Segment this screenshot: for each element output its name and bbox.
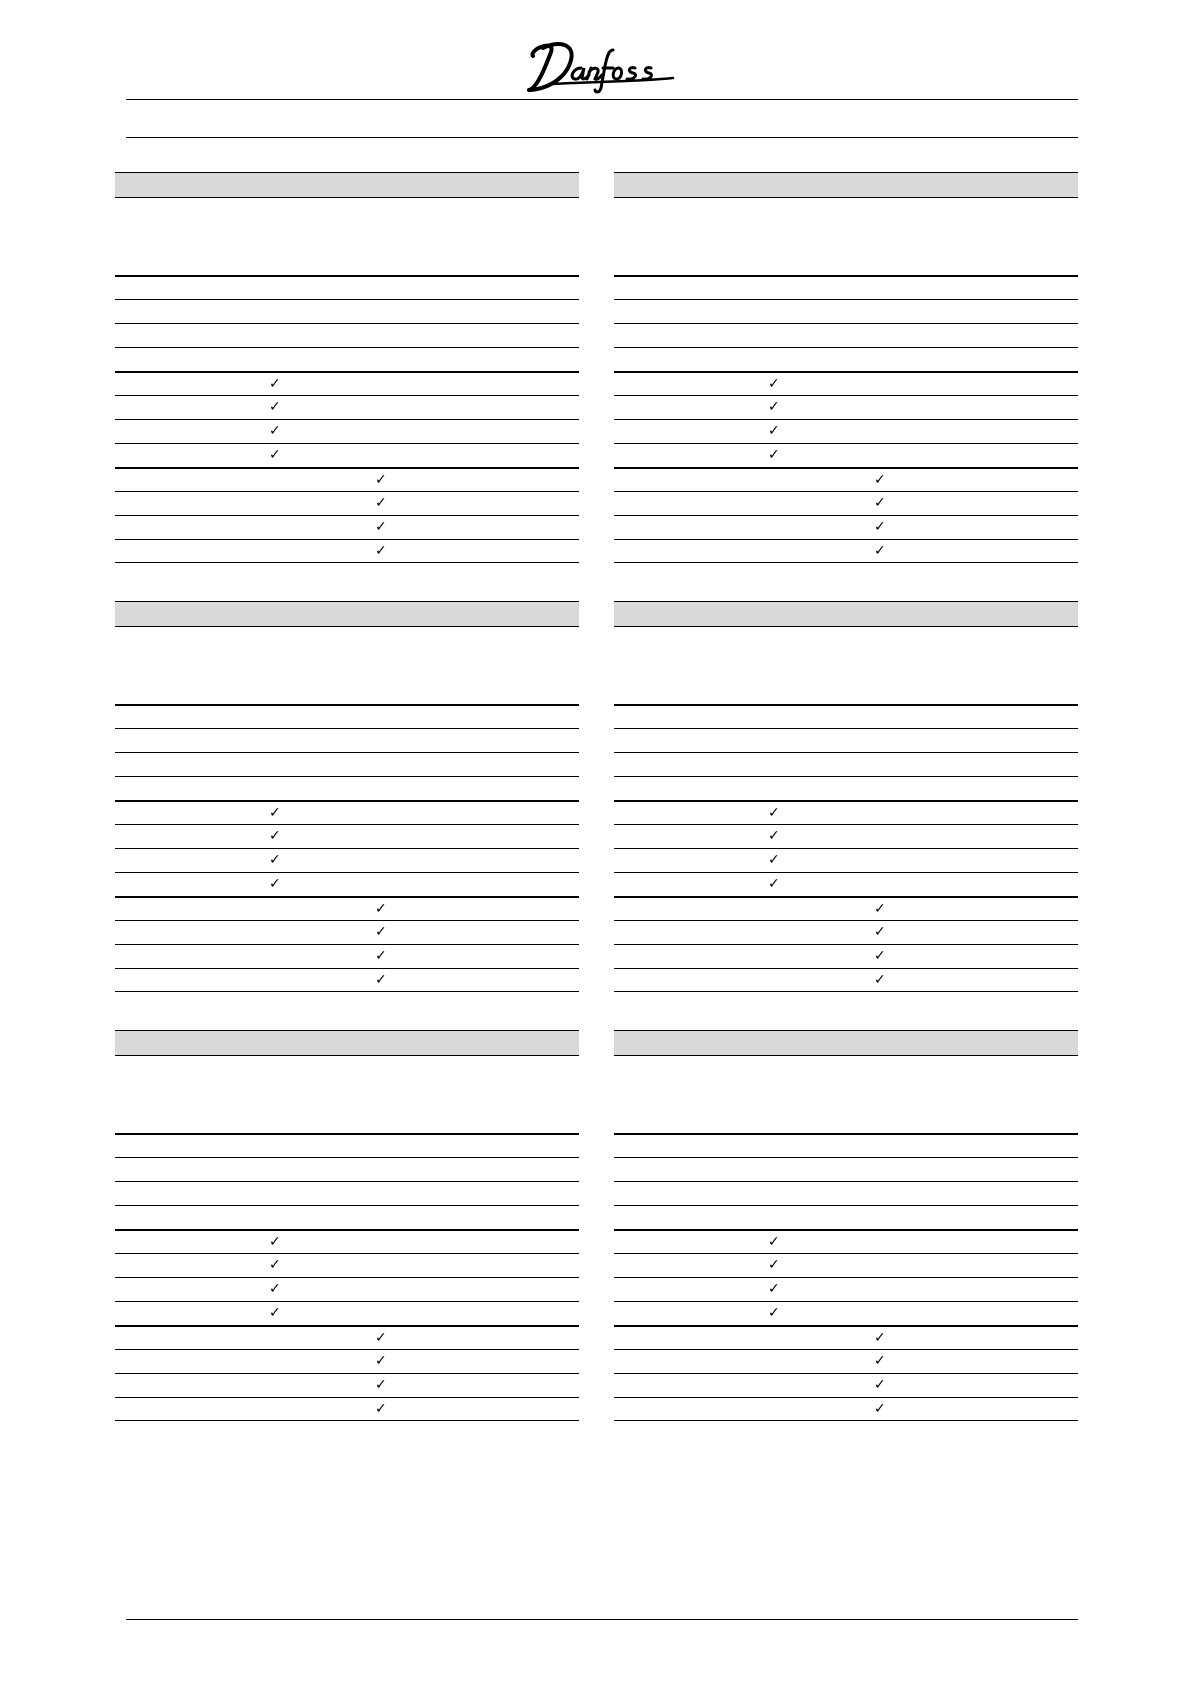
- checkmark-icon: ✓: [768, 1234, 780, 1250]
- checkmark-icon: ✓: [768, 447, 780, 463]
- checkmark-icon: ✓: [269, 1234, 281, 1250]
- checkmark-icon: ✓: [375, 901, 387, 917]
- checkmark-icon: ✓: [375, 495, 387, 511]
- header-rule-bottom: [126, 137, 1078, 138]
- table-row: [614, 800, 1078, 824]
- table-row: [614, 419, 1078, 443]
- checkmark-icon: ✓: [375, 472, 387, 488]
- checkmark-icon: ✓: [768, 876, 780, 892]
- panel-intro-space: [614, 627, 1078, 704]
- table-row: [614, 1277, 1078, 1301]
- table-row: [614, 1157, 1078, 1181]
- table-row: [614, 896, 1078, 920]
- table-row: [614, 443, 1078, 467]
- panel-intro-space: [115, 198, 579, 275]
- table-panel: [614, 601, 1078, 992]
- checkmark-icon: ✓: [269, 828, 281, 844]
- table-row: [614, 1397, 1078, 1421]
- checkmark-icon: ✓: [874, 1377, 886, 1393]
- table-row: [614, 848, 1078, 872]
- table-row: [115, 275, 579, 299]
- table-row: [115, 920, 579, 944]
- table-row: [115, 1301, 579, 1325]
- table-row: [115, 704, 579, 728]
- checkmark-icon: ✓: [874, 543, 886, 559]
- checkmark-icon: ✓: [768, 852, 780, 868]
- table-row: [614, 728, 1078, 752]
- panel-header-bar: [614, 601, 1078, 627]
- checkmark-icon: ✓: [269, 1257, 281, 1273]
- panel-intro-space: [614, 1056, 1078, 1133]
- checkmark-icon: ✓: [269, 376, 281, 392]
- checkmark-icon: ✓: [768, 1281, 780, 1297]
- checkmark-icon: ✓: [874, 472, 886, 488]
- table-row: [614, 491, 1078, 515]
- table-row: [115, 1325, 579, 1349]
- table-panel: [115, 172, 579, 563]
- table-row: [614, 968, 1078, 992]
- table-row: [614, 395, 1078, 419]
- table-panel: [614, 172, 1078, 563]
- panel-intro-space: [115, 627, 579, 704]
- checkmark-icon: ✓: [269, 447, 281, 463]
- table-row: [115, 347, 579, 371]
- checkmark-icon: ✓: [768, 1305, 780, 1321]
- checkmark-icon: ✓: [874, 495, 886, 511]
- table-row: [115, 491, 579, 515]
- table-row: [115, 395, 579, 419]
- checkmark-icon: ✓: [375, 1353, 387, 1369]
- checkmark-icon: ✓: [375, 1377, 387, 1393]
- table-row: [614, 347, 1078, 371]
- checkmark-icon: ✓: [269, 876, 281, 892]
- table-panel: [614, 1030, 1078, 1421]
- table-row: [115, 1181, 579, 1205]
- table-row: [115, 728, 579, 752]
- checkmark-icon: ✓: [874, 972, 886, 988]
- table-row: [614, 323, 1078, 347]
- panel-header-bar: [614, 1030, 1078, 1056]
- table-row: [115, 371, 579, 395]
- panel-header-bar: [115, 601, 579, 627]
- table-row: [614, 275, 1078, 299]
- checkmark-icon: ✓: [375, 972, 387, 988]
- table-row: [115, 1229, 579, 1253]
- table-row: [115, 1157, 579, 1181]
- table-panel: [115, 601, 579, 992]
- table-row: [115, 1205, 579, 1229]
- logo-text: Danfoss: [523, 38, 527, 39]
- table-panel: [115, 1030, 579, 1421]
- panel-header-bar: [614, 172, 1078, 198]
- checkmark-icon: ✓: [768, 1257, 780, 1273]
- checkmark-icon: ✓: [874, 519, 886, 535]
- table-row: [115, 944, 579, 968]
- table-row: [115, 299, 579, 323]
- table-row: [115, 1277, 579, 1301]
- table-row: [115, 539, 579, 563]
- header-rule-top: [126, 99, 1078, 100]
- table-row: [115, 467, 579, 491]
- table-row: [614, 704, 1078, 728]
- table-row: [115, 1253, 579, 1277]
- checkmark-icon: ✓: [768, 423, 780, 439]
- table-row: [614, 1301, 1078, 1325]
- checkmark-icon: ✓: [768, 805, 780, 821]
- table-row: [614, 944, 1078, 968]
- checkmark-icon: ✓: [269, 852, 281, 868]
- checkmark-icon: ✓: [375, 1401, 387, 1417]
- table-row: [115, 323, 579, 347]
- checkmark-icon: ✓: [375, 543, 387, 559]
- table-row: [115, 1133, 579, 1157]
- panel-intro-space: [614, 198, 1078, 275]
- table-row: [614, 1373, 1078, 1397]
- table-row: [115, 1397, 579, 1421]
- checkmark-icon: ✓: [874, 901, 886, 917]
- table-row: [115, 776, 579, 800]
- checkmark-icon: ✓: [269, 1305, 281, 1321]
- checkmark-icon: ✓: [375, 924, 387, 940]
- checkmark-icon: ✓: [269, 1281, 281, 1297]
- table-row: [614, 299, 1078, 323]
- table-row: [614, 467, 1078, 491]
- table-row: [614, 1349, 1078, 1373]
- checkmark-icon: ✓: [768, 376, 780, 392]
- checkmark-icon: ✓: [874, 1353, 886, 1369]
- table-row: [115, 896, 579, 920]
- table-row: [614, 371, 1078, 395]
- table-row: [115, 515, 579, 539]
- checkmark-icon: ✓: [375, 519, 387, 535]
- table-row: [115, 419, 579, 443]
- table-row: [614, 752, 1078, 776]
- checkmark-icon: ✓: [768, 399, 780, 415]
- checkmark-icon: ✓: [874, 1330, 886, 1346]
- checkmark-icon: ✓: [375, 948, 387, 964]
- checkmark-icon: ✓: [768, 828, 780, 844]
- table-row: [115, 1373, 579, 1397]
- panel-intro-space: [115, 1056, 579, 1133]
- checkmark-icon: ✓: [874, 924, 886, 940]
- checkmark-icon: ✓: [269, 423, 281, 439]
- table-row: [115, 968, 579, 992]
- table-row: [614, 824, 1078, 848]
- table-row: [614, 776, 1078, 800]
- panel-header-bar: [115, 172, 579, 198]
- checkmark-icon: ✓: [874, 1401, 886, 1417]
- table-row: [115, 848, 579, 872]
- checkmark-icon: ✓: [269, 805, 281, 821]
- table-row: [614, 515, 1078, 539]
- table-row: [614, 920, 1078, 944]
- table-row: [115, 1349, 579, 1373]
- table-row: [614, 1133, 1078, 1157]
- table-row: [115, 800, 579, 824]
- checkmark-icon: ✓: [269, 399, 281, 415]
- table-row: [614, 539, 1078, 563]
- table-row: [614, 1325, 1078, 1349]
- footer-rule: [126, 1619, 1078, 1620]
- table-row: [115, 824, 579, 848]
- table-row: [614, 1253, 1078, 1277]
- table-row: [614, 1181, 1078, 1205]
- table-row: [115, 752, 579, 776]
- table-row: [115, 872, 579, 896]
- table-row: [614, 1229, 1078, 1253]
- danfoss-logo: [523, 38, 678, 94]
- table-row: [614, 872, 1078, 896]
- checkmark-icon: ✓: [874, 948, 886, 964]
- panel-header-bar: [115, 1030, 579, 1056]
- danfoss-wordmark: [523, 38, 678, 94]
- table-row: [614, 1205, 1078, 1229]
- table-row: [115, 443, 579, 467]
- checkmark-icon: ✓: [375, 1330, 387, 1346]
